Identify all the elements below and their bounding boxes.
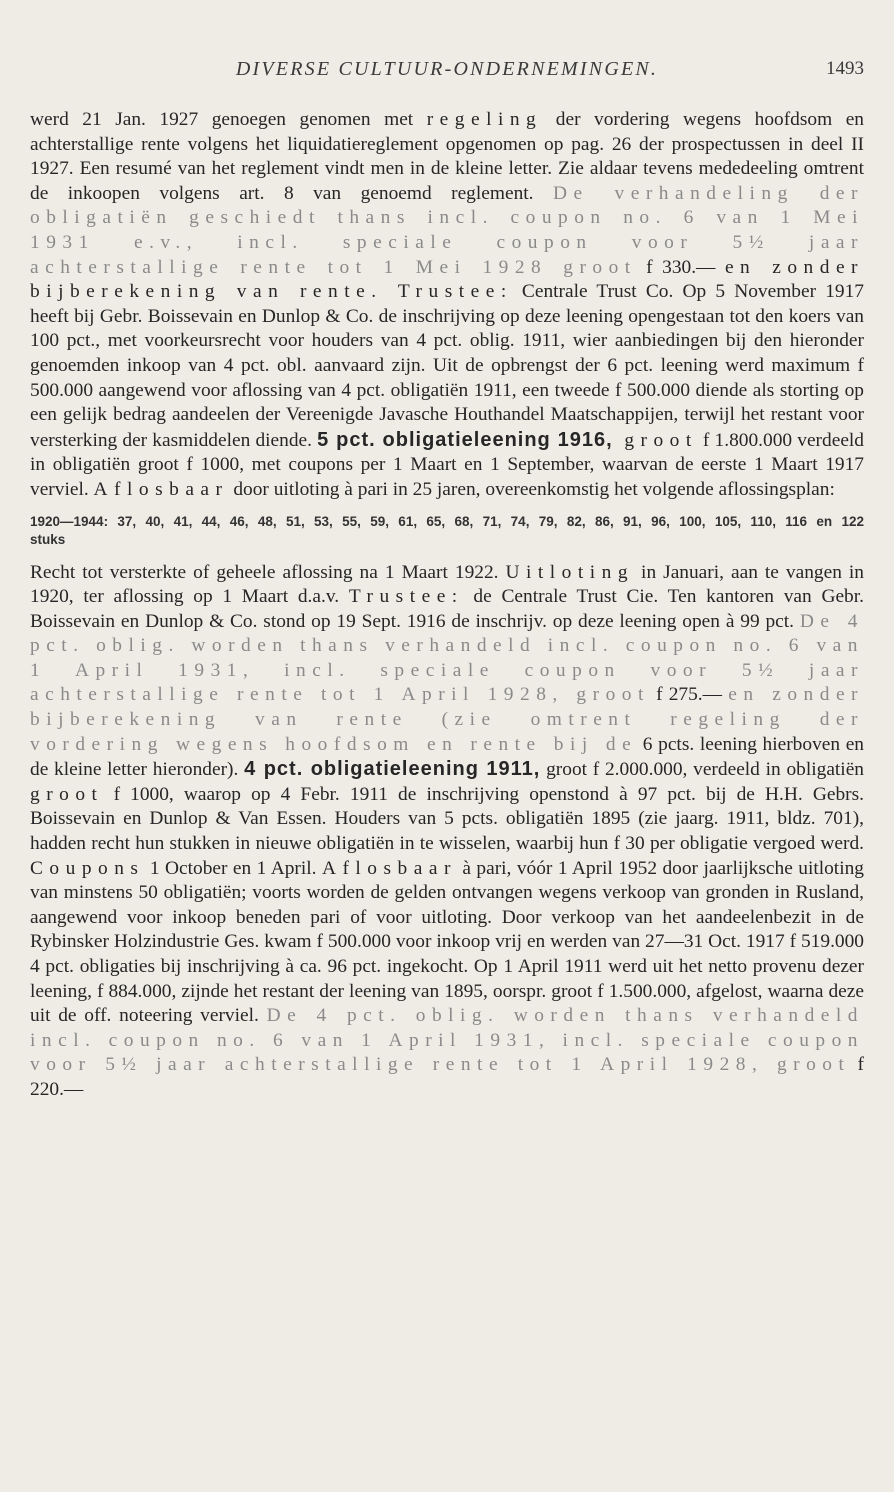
aflossingsplan-schedule: 1920—1944: 37, 40, 41, 44, 46, 48, 51, 53, 55, 59, 61, 65, 68, 71, 74, 79, 82, 86, 91, 96, 100, 105, 110, 116 en 122 stuks <box>30 513 864 547</box>
text-run: f 1000, waarop op 4 Febr. 1911 de inschrijving openstond à 97 pct. bij de H.H. Gebrs. Boissevain en Dunlop & Van Essen. Houders van 5 pcts. obligatiën 1895 (zie jaarg. 1911, bldz. 701), hadden recht hun stukken in nieuwe obligatiën in te wisselen, waarbij hun f 30 per obligatie vergoed werd. <box>30 783 864 855</box>
spaced-term-coupons: Coupons <box>30 857 145 879</box>
section-heading-5pct-1916: 5 pct. obligatieleening 1916, <box>317 428 613 451</box>
text-run: f 220.— <box>30 1054 864 1100</box>
text-run: f 275.— <box>649 684 729 706</box>
spaced-term-zonder: en zonder bijberekening van rente (zie omtrent regeling der vordering wegens hoofdsom en rente bij de <box>30 684 865 755</box>
running-title: DIVERSE CULTUUR-ONDERNEMINGEN. <box>235 58 659 80</box>
text-run: groot f 2.000.000, verdeeld in obligatiën <box>540 759 864 781</box>
text-run: 6 pcts. leening hierboven en de kleine letter hieronder). <box>30 733 864 781</box>
text-run: Centrale Trust Co. Op 5 November 1917 heeft bij Gebr. Boissevain en Dunlop & Co. de inschrijving op deze leening opengestaan tot den koers van 100 pct., met voorkeursrecht voor houders van 4 pct. oblig. 1911, wier aanbiedingen bij den hieronder genoemden inkoop van 4 pct. obl. aanvaard zijn. Uit de opbrengst der 6 pct. leening werd maximum f 500.000 aangewend voor aflossing van 4 pct. obligatiën 1911, een tweede f 500.000 diende als storting op een gelijk bedrag aandeelen der Vereenigde Javasche Houthandel Maatschappijen, terwijl het restant voor versterking der kasmiddelen diende. <box>30 281 864 451</box>
page-number: 1493 <box>826 58 864 79</box>
spaced-term-aflosbaar: Aflosbaar <box>93 478 229 500</box>
spaced-term-zonder: en zonder bijberekening van rente. <box>30 256 865 303</box>
spaced-term-groot: groot <box>612 429 698 451</box>
spaced-term-regeling: regeling <box>426 109 543 130</box>
spaced-verhandeling-clause: De 4 pct. oblig. worden thans verhandeld incl. coupon no. 6 van 1 April 1931, incl. speciale coupon voor 5½ jaar achterstallige rente tot 1 April 1928, groot <box>30 610 864 706</box>
text-run: f 1.800.000 verdeeld in obligatiën groot f 1000, met coupons per 1 Maart en 1 September, waarvan de eerste 1 Maart 1917 verviel. <box>30 429 865 500</box>
text-run: de Centrale Trust Cie. Ten kantoren van Gebr. Boissevain en Dunlop & Co. stond op 19 Sept. 1916 de inschrijv. op deze leening open à 99 pct. <box>30 586 864 632</box>
text-run: in Januari, aan te vangen in 1920, ter aflossing op 1 Maart d.a.v. <box>30 561 864 608</box>
spaced-verhandeling-clause: De verhandeling der obligatiën geschiedt thans incl. coupon no. 6 van 1 Mei 1931 e.v., incl. speciale coupon voor 5½ jaar achterstallige rente tot 1 Mei 1928 groot <box>30 182 864 278</box>
spaced-term-uitloting: Uitloting <box>505 561 635 583</box>
text-run: Recht tot versterkte of geheele aflossing na 1 Maart 1922. <box>30 561 506 583</box>
text-run: 1 October en 1 April. <box>144 857 322 879</box>
paragraph-6pct-leening <box>30 108 864 503</box>
body-text <box>30 108 864 1103</box>
text-run: der vordering wegens hoofdsom en achterstallige rente volgens het liquidatiereglement opgenomen op pag. 26 der prospectussen in deel II 1927. Een resumé van het reglement vindt men in de kleine letter. Zie aldaar tevens mededeeling omtrent de inkoopen volgens art. 8 van genoemd reglement. <box>30 109 865 204</box>
spaced-term-aflosbaar: Aflosbaar <box>321 857 457 879</box>
page-header <box>0 58 894 94</box>
spaced-term-trustee: Trustee: <box>348 586 464 608</box>
spaced-verhandeling-clause: De 4 pct. oblig. worden thans verhandeld incl. coupon no. 6 van 1 April 1931, incl. speciale coupon voor 5½ jaar achterstallige rente tot 1 April 1928, groot <box>30 1005 864 1076</box>
spaced-term-trustee: Trustee: <box>382 281 513 303</box>
text-run: f 330.— <box>636 256 725 278</box>
text-run: à pari, vóór 1 April 1952 door jaarlijksche uitloting van minstens 50 obligatiën; voorts worden de gelden ontvangen wegens verkoop van gronden in Rusland, aangewend voor inkoop beneden pari of voor uitloting. Door verkoop van het aandeelenbezit in de Rybinsker Holzindustrie Ges. kwam f 500.000 voor inkoop vrij en werden van 27—31 Oct. 1917 f 519.000 4 pct. obligaties bij inschrijving à ca. 96 pct. ingekocht. Op 1 April 1911 werd uit het netto provenu dezer leening, f 884.000, zijnde het restant der leening van 1895, oorspr. groot f 1.500.000, afgelost, waarna deze uit de off. noteering verviel. <box>30 857 864 1027</box>
spaced-term-groot: groot <box>30 783 104 805</box>
paragraph-5pct-and-4pct <box>30 561 864 1103</box>
section-heading-4pct-1911: 4 pct. obligatieleening 1911, <box>244 758 541 781</box>
text-run: werd 21 Jan. 1927 genoegen genomen met <box>30 109 427 130</box>
text-run: door uitloting à pari in 25 jaren, overeenkomstig het volgende aflossingsplan: <box>228 478 835 500</box>
